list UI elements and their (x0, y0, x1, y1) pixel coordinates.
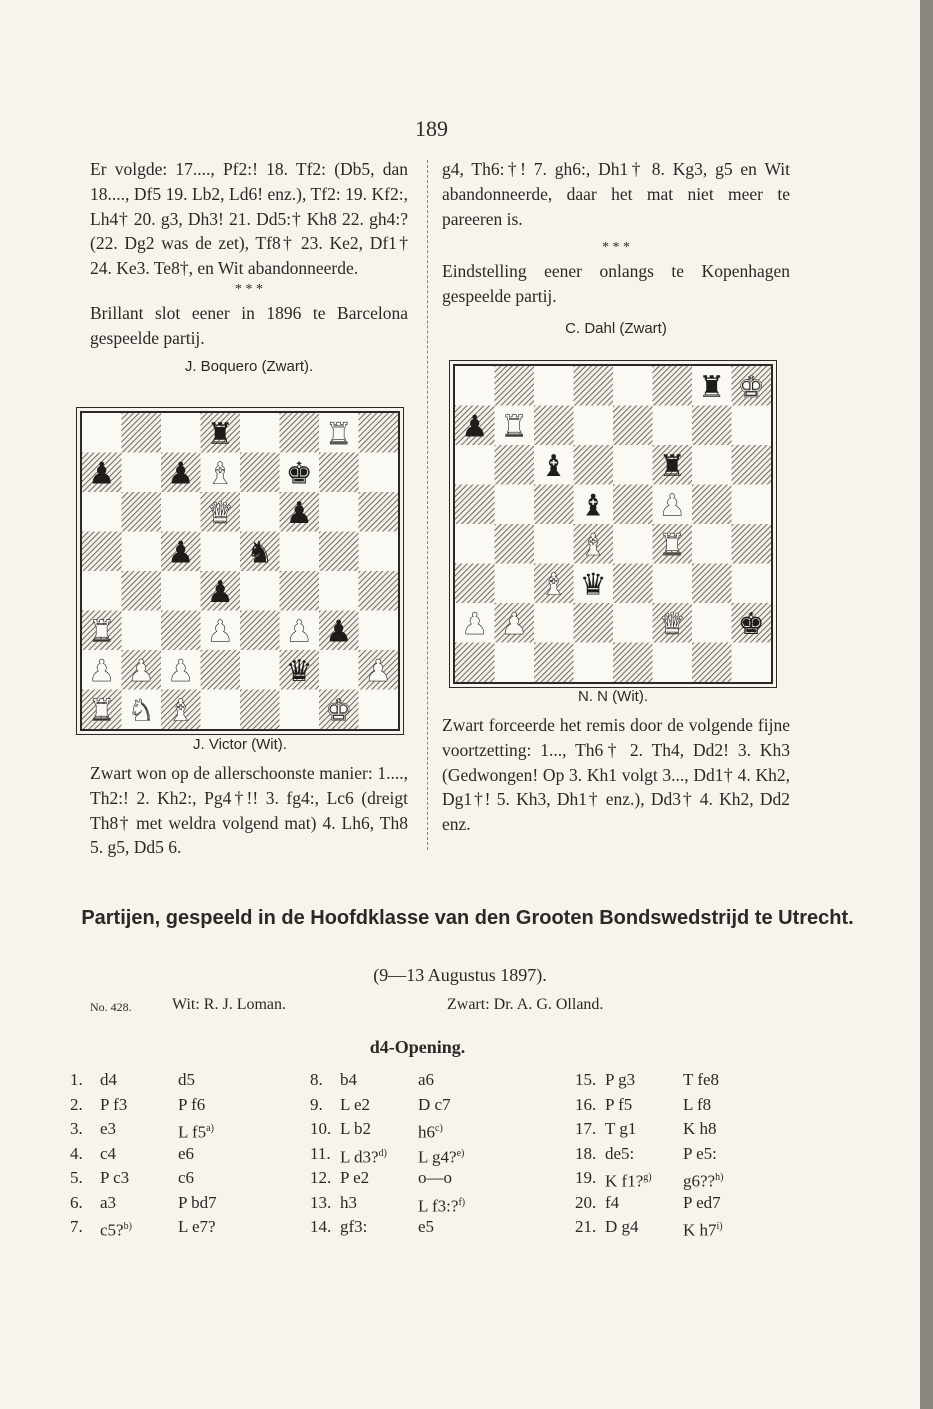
move-number: 1. (70, 1070, 83, 1089)
white-king-icon: ♚ (737, 369, 765, 405)
white-pawn-icon: ♟ (285, 614, 313, 650)
move-number: 12. (310, 1168, 332, 1187)
move-row (575, 1166, 815, 1191)
move-number: 8. (310, 1070, 323, 1089)
dark-square (455, 564, 495, 604)
light-square (201, 690, 241, 730)
white-move: P c3 (100, 1168, 130, 1187)
light-square (692, 603, 732, 643)
light-square (201, 532, 241, 572)
move-number: 2. (70, 1094, 83, 1114)
light-square (653, 406, 693, 446)
move-row (310, 1068, 560, 1093)
light-square (534, 524, 574, 564)
light-square (319, 650, 359, 690)
white-pawn-icon: ♟ (206, 614, 234, 650)
light-square (692, 445, 732, 485)
move-row (575, 1068, 815, 1093)
chessboard (82, 413, 398, 729)
move-number: 5. (70, 1168, 83, 1187)
white-king-icon: ♚ (325, 693, 353, 729)
dark-square (534, 485, 574, 525)
dark-square (613, 406, 653, 446)
dark-square (613, 643, 653, 683)
black-move: o—o (418, 1168, 452, 1187)
page-number: 189 (415, 116, 448, 141)
right-column (442, 157, 790, 342)
light-square (455, 445, 495, 485)
chess-diagram-1 (80, 411, 400, 731)
move-number: 6. (70, 1192, 83, 1212)
white-move: b4 (340, 1070, 357, 1089)
white-move: h3 (340, 1192, 357, 1212)
light-square (82, 492, 122, 532)
white-rook-icon: ♜ (325, 416, 353, 452)
black-pawn-icon: ♟ (167, 456, 195, 492)
white-rook-icon: ♜ (88, 614, 116, 650)
move-number: 14. (310, 1217, 332, 1236)
light-square (280, 690, 320, 730)
separator: * * * (235, 281, 263, 297)
move-number: 21. (575, 1217, 597, 1236)
black-player: Zwart: Dr. A. G. Olland. (447, 996, 604, 1013)
black-move: K h8 (683, 1119, 717, 1138)
light-square (495, 564, 535, 604)
white-move: P g3 (605, 1070, 636, 1089)
move-row (310, 1166, 560, 1191)
black-move: L f5$^{a)}$ (178, 1122, 214, 1142)
white-move: f4 (605, 1192, 620, 1212)
move-row (70, 1093, 300, 1118)
light-square (161, 492, 201, 532)
black-pawn-icon: ♟ (461, 409, 489, 445)
dark-square (280, 413, 320, 453)
move-number: 3. (70, 1119, 83, 1138)
white-knight-icon: ♞ (127, 693, 155, 729)
dark-square (613, 485, 653, 525)
white-move: c4 (100, 1143, 117, 1163)
black-move: L g4?$^{e)}$ (418, 1147, 465, 1167)
move-number: 7. (70, 1217, 83, 1236)
light-square (359, 690, 399, 730)
game2-text: Zwart won op de allerschoonste manier: 1...., Th2:! 2. Kh2:, Pg4†!! 3. fg4:, Lc6 (dreigt Th8† met weldra volgend mat) 4. Lh6, Th8 5. g5, Dd5 6. (90, 763, 408, 858)
white-rook-icon: ♜ (500, 409, 528, 445)
light-square (122, 532, 162, 572)
black-move: P ed7 (683, 1192, 721, 1212)
black-pawn-icon: ♟ (167, 535, 195, 571)
game2-end-text: g4, Th6:†! 7. gh6:, Dh1† 8. Kg3, g5 en Wit abandonneerde, daar het mat niet meer te pareeren is. (442, 159, 790, 229)
black-move: L f8 (683, 1094, 712, 1114)
white-move: d4 (100, 1070, 117, 1089)
move-row (575, 1142, 815, 1167)
game3-text: Zwart forceerde het remis door de volgende fijne voortzetting: 1..., Th6† 2. Th4, Dd2! 3. Kh3 (Gedwongen! Op 3. Kh1 volgt 3..., Dd1† 4. Kh2, Dg1†! 5. Kh3, Dh1† enz.), Dd3† 4. Kh2, Dd2 enz. (442, 715, 790, 835)
intro-text: Brillant slot eener in 1896 te Barcelona gespeelde partij. (90, 302, 408, 348)
black-move: D c7 (418, 1094, 451, 1114)
dark-square (613, 564, 653, 604)
white-move: P f5 (605, 1094, 633, 1114)
move-row (575, 1215, 815, 1240)
dark-square (122, 571, 162, 611)
black-king-icon: ♚ (737, 606, 765, 642)
match-dates: (9—13 Augustus 1897). (373, 965, 547, 985)
dark-square (455, 643, 495, 683)
move-row (70, 1215, 300, 1240)
move-row (575, 1191, 815, 1216)
light-square (359, 532, 399, 572)
dark-square (574, 603, 614, 643)
black-move: c6 (178, 1168, 195, 1187)
light-square (82, 413, 122, 453)
white-bishop-icon: ♝ (206, 456, 234, 492)
black-queen-icon: ♛ (285, 653, 313, 689)
black-rook-icon: ♜ (658, 448, 686, 484)
diagram-top-label: C. Dahl (Zwart) (565, 319, 667, 337)
light-square (495, 485, 535, 525)
black-move: T fe8 (683, 1070, 720, 1089)
dark-square (653, 366, 693, 406)
move-number: 16. (575, 1094, 597, 1114)
black-king-icon: ♚ (285, 456, 313, 492)
dark-square (240, 453, 280, 493)
light-square (240, 650, 280, 690)
black-move: P e5: (683, 1143, 717, 1163)
chess-diagram-2 (453, 364, 773, 684)
column-divider (427, 160, 428, 850)
black-move: L e7? (178, 1217, 216, 1236)
black-pawn-icon: ♟ (285, 495, 313, 531)
light-square (732, 564, 772, 604)
light-square (613, 366, 653, 406)
move-number: 15. (575, 1070, 597, 1089)
chessboard (455, 366, 771, 682)
black-bishop-icon: ♝ (540, 448, 568, 484)
black-pawn-icon: ♟ (325, 614, 353, 650)
white-pawn-icon: ♟ (364, 653, 392, 689)
light-square (240, 571, 280, 611)
light-square (732, 643, 772, 683)
black-move: h6$^{c)}$ (418, 1122, 443, 1142)
black-move: a6 (418, 1070, 435, 1089)
black-move: P f6 (178, 1094, 206, 1114)
light-square (455, 524, 495, 564)
game-number: No. 428. (90, 1000, 132, 1014)
dark-square (240, 611, 280, 651)
moves-column-1 (70, 1068, 300, 1240)
dark-square (455, 485, 495, 525)
black-move: e6 (178, 1143, 195, 1163)
white-pawn-icon: ♟ (127, 653, 155, 689)
dark-square (574, 445, 614, 485)
dark-square (122, 413, 162, 453)
white-queen-icon: ♛ (658, 606, 686, 642)
move-row (70, 1142, 300, 1167)
move-number: 9. (310, 1094, 323, 1114)
white-pawn-icon: ♟ (88, 653, 116, 689)
light-square (653, 643, 693, 683)
light-square (534, 366, 574, 406)
dark-square (534, 643, 574, 683)
left-column (90, 157, 408, 379)
white-move: L d3?$^{d)}$ (340, 1147, 387, 1167)
light-square (613, 603, 653, 643)
dark-square (692, 406, 732, 446)
section-heading: Partijen, gespeeld in de Hoofdklasse van den Grooten Bondswedstrijd te Utrecht. (81, 907, 854, 929)
dark-square (280, 571, 320, 611)
white-move: T g1 (605, 1119, 637, 1138)
light-square (613, 524, 653, 564)
black-move: K h7$^{i)}$ (683, 1220, 723, 1240)
light-square (280, 532, 320, 572)
move-number: 4. (70, 1143, 83, 1163)
white-bishop-icon: ♝ (579, 527, 607, 563)
white-move: L e2 (340, 1094, 371, 1114)
white-move: P e2 (340, 1168, 370, 1187)
black-knight-icon: ♞ (246, 535, 274, 571)
light-square (359, 453, 399, 493)
light-square (574, 643, 614, 683)
light-square (574, 406, 614, 446)
move-row (575, 1093, 815, 1118)
white-move: e3 (100, 1119, 117, 1138)
dark-square (692, 485, 732, 525)
light-square (240, 492, 280, 532)
white-bishop-icon: ♝ (167, 693, 195, 729)
light-square (455, 366, 495, 406)
dark-square (161, 611, 201, 651)
black-pawn-icon: ♟ (88, 456, 116, 492)
light-square (82, 571, 122, 611)
light-square (122, 453, 162, 493)
light-square (732, 406, 772, 446)
white-move: D g4 (605, 1217, 639, 1236)
dark-square (574, 366, 614, 406)
move-number: 19. (575, 1168, 597, 1187)
dark-square (319, 453, 359, 493)
white-pawn-icon: ♟ (461, 606, 489, 642)
move-number: 10. (310, 1119, 332, 1138)
move-row (70, 1166, 300, 1191)
light-square (653, 564, 693, 604)
move-number: 17. (575, 1119, 597, 1138)
dark-square (495, 445, 535, 485)
move-number: 18. (575, 1143, 597, 1163)
diagram-top-label: J. Boquero (Zwart). (184, 357, 314, 375)
opening-title: d4-Opening. (369, 1037, 466, 1057)
white-player: Wit: R. J. Loman. (172, 996, 287, 1013)
dark-square (495, 366, 535, 406)
dark-square (82, 532, 122, 572)
light-square (161, 413, 201, 453)
dark-square (692, 643, 732, 683)
game1-text: Er volgde: 17...., Pf2:! 18. Tf2: (Db5, dan 18...., Df5 19. Lb2, Ld6! enz.), Tf2: 19. Kf2:, Lh4† 20. g3, Dh3! 21. Dd5:† Kh8 22. gh4:? (22. Dg2 was de zet), Tf8† 23. Ke2, Df1† 24. Ke3. Te8†, en Wit abandonneerde. (90, 159, 408, 279)
white-rook-icon: ♜ (658, 527, 686, 563)
black-queen-icon: ♛ (579, 567, 607, 603)
white-move: K f1?$^{g)}$ (605, 1171, 652, 1191)
black-move: P bd7 (178, 1192, 217, 1212)
light-square (319, 492, 359, 532)
black-move: e5 (418, 1217, 435, 1236)
moves-column-2 (310, 1068, 560, 1240)
move-row (70, 1117, 300, 1142)
move-row (310, 1191, 560, 1216)
move-row (310, 1093, 560, 1118)
white-move: a3 (100, 1192, 117, 1212)
light-square (240, 413, 280, 453)
dark-square (495, 524, 535, 564)
dark-square (122, 492, 162, 532)
dark-square (534, 406, 574, 446)
black-rook-icon: ♜ (698, 369, 726, 405)
moves-column-3 (575, 1068, 815, 1240)
move-row (575, 1117, 815, 1142)
move-row (70, 1191, 300, 1216)
white-bishop-icon: ♝ (540, 567, 568, 603)
light-square (732, 485, 772, 525)
white-move: gf3: (340, 1217, 368, 1236)
white-pawn-icon: ♟ (167, 653, 195, 689)
dark-square (240, 690, 280, 730)
dark-square (359, 492, 399, 532)
move-number: 11. (310, 1143, 331, 1163)
move-number: 20. (575, 1192, 597, 1212)
white-queen-icon: ♛ (206, 495, 234, 531)
light-square (613, 445, 653, 485)
light-square (534, 603, 574, 643)
move-row (70, 1068, 300, 1093)
dark-square (692, 564, 732, 604)
white-move: c5?$^{b)}$ (100, 1220, 132, 1240)
white-pawn-icon: ♟ (658, 488, 686, 524)
black-rook-icon: ♜ (206, 416, 234, 452)
move-row (310, 1142, 560, 1167)
white-pawn-icon: ♟ (500, 606, 528, 642)
light-square (359, 611, 399, 651)
page-edge (920, 0, 933, 1409)
black-move: g6??$^{h)}$ (683, 1171, 724, 1191)
dark-square (732, 524, 772, 564)
white-rook-icon: ♜ (88, 693, 116, 729)
black-pawn-icon: ♟ (206, 574, 234, 610)
white-move: P f3 (100, 1094, 128, 1114)
separator: * * * (602, 240, 630, 256)
dark-square (201, 650, 241, 690)
dark-square (319, 532, 359, 572)
dark-square (359, 571, 399, 611)
light-square (495, 643, 535, 683)
black-move: d5 (178, 1070, 195, 1089)
light-square (161, 571, 201, 611)
light-square (319, 571, 359, 611)
intro-text: Eindstelling eener onlangs te Kopenhagen gespeelde partij. (442, 261, 790, 307)
light-square (122, 611, 162, 651)
white-move: de5: (605, 1143, 635, 1163)
dark-square (732, 445, 772, 485)
light-square (692, 524, 732, 564)
black-move: L f3:?$^{f)}$ (418, 1196, 466, 1216)
dark-square (359, 413, 399, 453)
move-row (310, 1215, 560, 1240)
diagram-bottom-label: J. Victor (Wit). (193, 736, 287, 753)
diagram-bottom-label: N. N (Wit). (578, 688, 648, 705)
move-number: 13. (310, 1192, 332, 1212)
black-bishop-icon: ♝ (579, 488, 607, 524)
move-row (310, 1117, 560, 1142)
white-move: L b2 (340, 1119, 372, 1138)
